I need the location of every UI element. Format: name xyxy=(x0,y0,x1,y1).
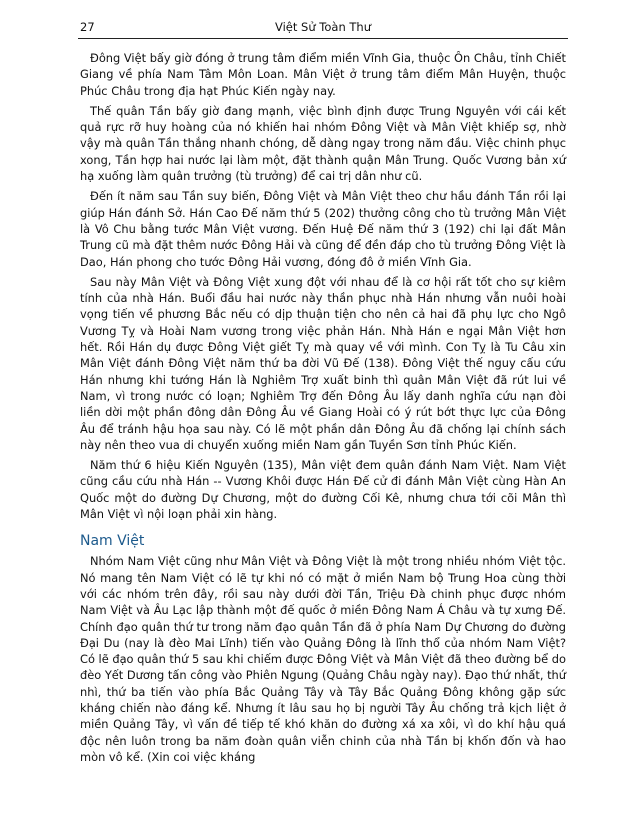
paragraph: Năm thứ 6 hiệu Kiến Nguyên (135), Mân việt đem quân đánh Nam Việt. Nam Việt cũng cầu cứu nhà Hán -- Vương Khôi được Hán Đế cử đi đánh Mân Việt cùng Hàn An Quốc một do đường Dự Chương, một do đường Cối Kê, nhưng chưa tới cõi Mân thì Mân Việt vì nội loạn phải xin hàng. xyxy=(80,458,566,522)
paragraph: Thế quân Tần bấy giờ đang mạnh, việc bình định được Trung Nguyên với cái kết quả rực rỡ huy hoàng của nó khiến hai nhóm Đông Việt và Mân Việt khiếp sợ, nhờ vậy mà quân Tần thắng nhanh chóng, dễ dàng ngay trong năm đầu. Việc chinh phục xong, Tần hợp hai nước lại làm một, đặt thành quận Mân Trung. Quốc Vương bản xứ hạ xuống làm quân trưởng (tù trưởng) để cai trị dân như cũ. xyxy=(80,103,566,184)
book-title: Việt Sử Toàn Thư xyxy=(275,20,371,34)
page-content xyxy=(80,50,566,769)
section-heading: Nam Việt xyxy=(80,533,145,550)
page-header xyxy=(78,16,568,39)
paragraph: Sau này Mân Việt và Đông Việt xung đột với nhau để là cơ hội rất tốt cho sự kiêm tính của nhà Hán. Buổi đầu hai nước này thần phục nhà Hán nhưng vẫn nuôi hoài vọng tiến về phương Bắc nếu có dịp thuận tiện cho nên cả hai đã phụ lực cho Ngô Vương Tỵ và Hoài Nam vương trong việc phản Hán. Nhà Hán e ngại Mân Việt hơn hết. Rồi Hán dụ được Đông Việt giết Tỵ mà quay về với mình. Con Tỵ là Tu Câu xin Mân Việt đánh Đông Việt năm thứ ba đời Vũ Đế (138). Đông Việt thế nguy cấu cứu Hán nhưng khi tướng Hán là Nghiêm Trợ xuất binh thì quân Mân Việt đã rút lui về Nam, vì trong nước có loạn; Nghiêm Trợ đến Đông Âu lấy danh nghĩa cứu nạn đòi liền dời một phần đông dân Đông Âu về Giang Hoài có ý rút bớt thực lực của Đông Âu để tránh hậu họa sau này. Có lẽ một phần dân Đông Âu đã chống lại chính sách này nên theo vua di chuyển xuống miền Nam gần Tuyền Sơn tỉnh Phúc Kiến. xyxy=(80,274,566,452)
paragraph: Đông Việt bấy giờ đóng ở trung tâm điểm miền Vĩnh Gia, thuộc Ôn Châu, tỉnh Chiết Giang về phía Nam Tâm Môn Loan. Mân Việt ở trung tâm điểm Mân Huyện, thuộc Phúc Châu trong địa hạt Phúc Kiến ngày nay. xyxy=(80,51,566,98)
paragraph: Đến ít năm sau Tần suy biến, Đông Việt và Mân Việt theo chư hầu đánh Tần rồi lại giúp Hán đánh Sở. Hán Cao Đế năm thứ 5 (202) thưởng công cho tù trưởng Mân Việt là Vô Chu bằng tước Mân Việt vương. Đến Huệ Đế năm thứ 3 (192) chi lại đất Mân Trung cũ mà đặt thêm nước Đông Hải và cũng để đền đáp cho tù trưởng Đông Việt là Dao, Hán phong cho tước Đông Hải vương, đóng đô ở miền Vĩnh Gia. xyxy=(80,189,566,269)
paragraph: Nhóm Nam Việt cũng như Mân Việt và Đông Việt là một trong nhiều nhóm Việt tộc. Nó mang tên Nam Việt có lẽ tự khi nó có mặt ở miền Nam bộ Trung Hoa cùng thời với các nhóm trên đây, rồi sau này dưới đời Tần, Triệu Đà chinh phục được nhóm Nam Việt và Âu Lạc lập thành một đế quốc ở miền Đông Nam Á Châu và tự xưng Đế. Chính đạo quân thứ tư trong năm đạo quân Tần đã ở phía Nam Dự Chương do đường Đại Du (nay là đèo Mai Lĩnh) tiến vào Quảng Đông là lĩnh thổ của nhóm Nam Việt? Có lẽ đạo quân thứ 5 sau khi chiếm được Đông Việt và Mân Việt đã theo đường bể do đèo Yết Dương tấn công vào Phiên Ngung (Quảng Châu ngày nay). Đạo thứ nhất, thứ nhì, thứ ba tiến vào phía Bắc Quảng Tây và Tây Bắc Quảng Đông không gặp sức kháng chiến nào đáng kể. Nhưng ít lâu sau họ bị người Tây Âu chống trả kịch liệt ở miền Quảng Tây, vì vấn đề tiếp tế khó khăn do đường xá xa xôi, vì do khí hậu quá độc nên luôn trong ba năm đoàn quân viễn chinh của nhà Tần bị khốn đốn và hao mòn vô kể. (Xin coi việc kháng xyxy=(80,554,566,764)
page-number: 27 xyxy=(80,20,95,34)
